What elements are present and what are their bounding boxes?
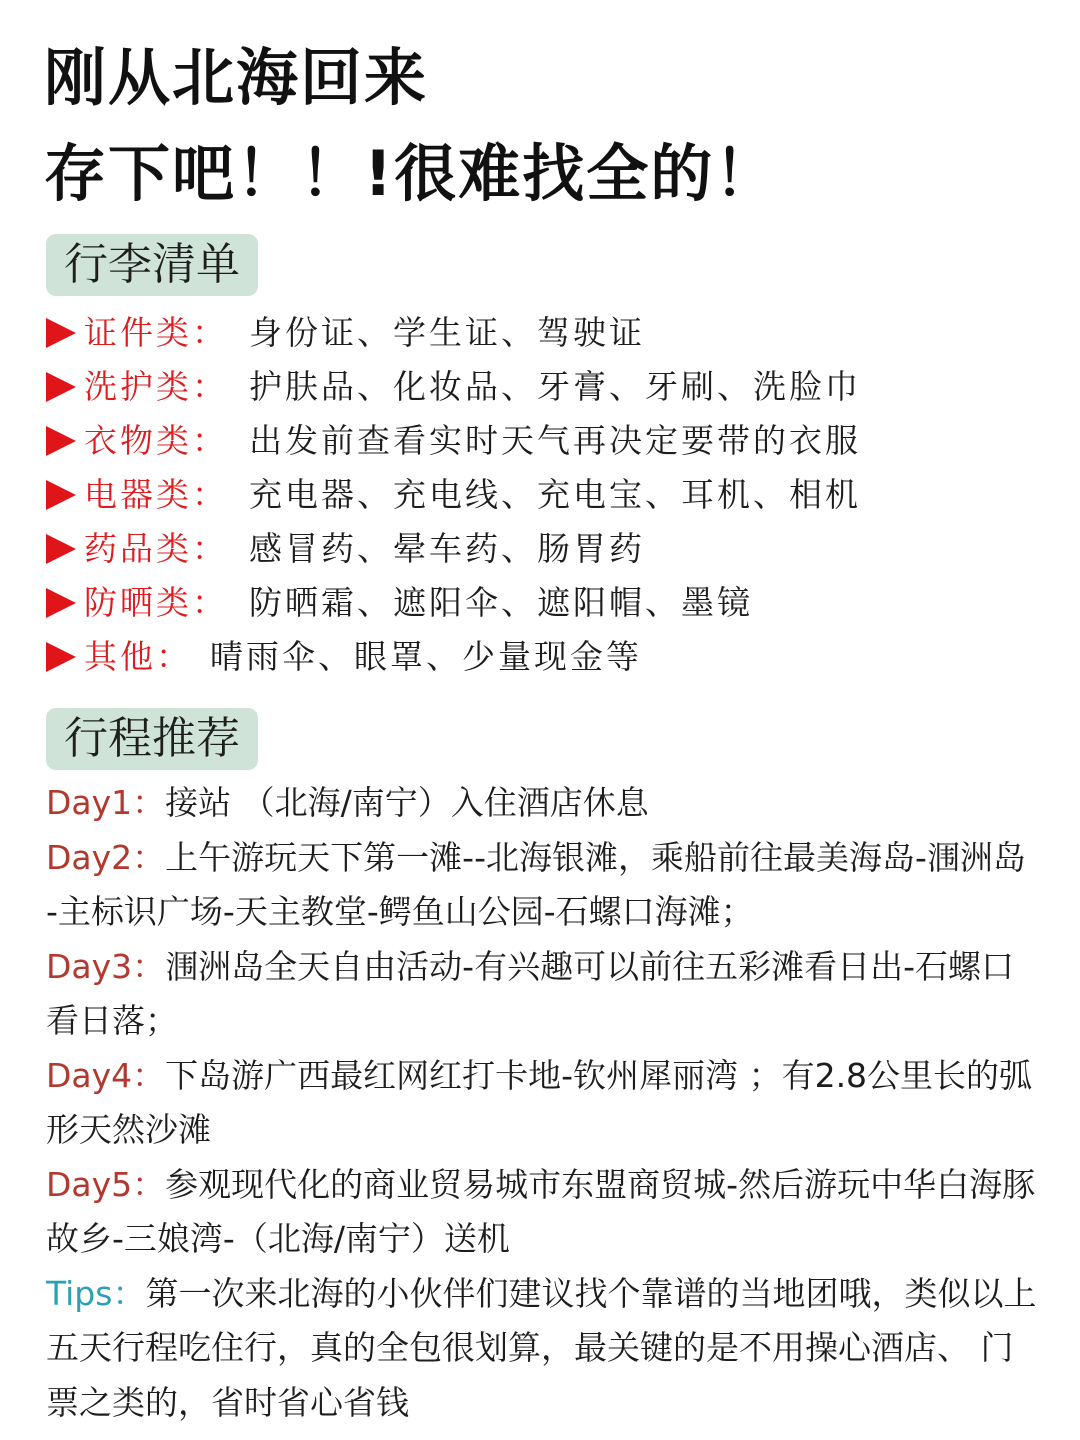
packing-item — [46, 360, 1036, 414]
day-label: Day2： — [46, 837, 166, 877]
packing-category: 电器类： — [84, 475, 228, 514]
packing-item — [46, 630, 1036, 684]
red-triangle-icon — [46, 480, 76, 510]
packing-list-heading: 行李清单 — [46, 234, 258, 296]
itinerary-day — [46, 940, 1046, 1049]
day-text: 上午游玩天下第一滩--北海银滩，乘船前往最美海岛-涠洲岛 -主标识广场-天主教堂-鳄鱼山公园-石螺口海滩； — [46, 837, 1026, 931]
itinerary-list — [46, 776, 1046, 1430]
packing-item — [46, 306, 1036, 360]
packing-category: 证件类： — [84, 313, 228, 352]
packing-items: 出发前查看实时天气再决定要带的衣服 — [249, 421, 861, 460]
red-triangle-icon — [46, 372, 76, 402]
day-text: 接站 （北海/南宁）入住酒店休息 — [165, 783, 649, 822]
itinerary-day — [46, 1158, 1046, 1267]
page-title-line-2: 存下吧！！!很难找全的！ — [44, 137, 779, 210]
packing-items: 身份证、学生证、驾驶证 — [249, 313, 645, 352]
packing-items: 护肤品、化妆品、牙膏、牙刷、洗脸巾 — [249, 367, 861, 406]
packing-list — [46, 306, 1036, 684]
red-triangle-icon — [46, 318, 76, 348]
red-triangle-icon — [46, 588, 76, 618]
itinerary-day — [46, 776, 1046, 831]
red-triangle-icon — [46, 534, 76, 564]
packing-item — [46, 522, 1036, 576]
packing-items: 晴雨伞、眼罩、少量现金等 — [210, 637, 642, 676]
day-label: Day1： — [46, 783, 166, 822]
packing-category: 洗护类： — [84, 367, 228, 406]
packing-category: 衣物类： — [84, 421, 228, 460]
tips-paragraph — [46, 1267, 1046, 1431]
tips-text: 第一次来北海的小伙伴们建议找个靠谱的当地团哦，类似以上五天行程吃住行，真的全包很划算，最关键的是不用操心酒店、 门票之类的，省时省心省钱 — [46, 1273, 1037, 1422]
itinerary-day — [46, 831, 1046, 940]
packing-items: 充电器、充电线、充电宝、耳机、相机 — [249, 475, 861, 514]
packing-category: 药品类： — [84, 529, 228, 568]
packing-category: 防晒类： — [84, 583, 228, 622]
day-text: 下岛游广西最红网红打卡地-钦州犀丽湾 ；有2.8公里长的弧形天然沙滩 — [46, 1055, 1033, 1149]
packing-item — [46, 468, 1036, 522]
day-label: Day3： — [46, 946, 166, 986]
tips-label: Tips： — [46, 1273, 146, 1313]
packing-items: 感冒药、晕车药、肠胃药 — [249, 529, 645, 568]
page-title-line-1: 刚从北海回来 — [44, 41, 429, 114]
red-triangle-icon — [46, 642, 76, 672]
day-label: Day5： — [46, 1164, 166, 1204]
day-text: 参观现代化的商业贸易城市东盟商贸城-然后游玩中华白海豚故乡-三娘湾-（北海/南宁）送机 — [46, 1164, 1036, 1258]
itinerary-heading: 行程推荐 — [46, 708, 258, 770]
day-label: Day4： — [46, 1055, 166, 1095]
packing-category: 其他： — [84, 637, 192, 676]
packing-item — [46, 414, 1036, 468]
packing-items: 防晒霜、遮阳伞、遮阳帽、墨镜 — [249, 583, 753, 622]
packing-item — [46, 576, 1036, 630]
day-text: 涠洲岛全天自由活动-有兴趣可以前往五彩滩看日出-石螺口看日落； — [46, 946, 1014, 1040]
red-triangle-icon — [46, 426, 76, 456]
itinerary-day — [46, 1049, 1046, 1158]
